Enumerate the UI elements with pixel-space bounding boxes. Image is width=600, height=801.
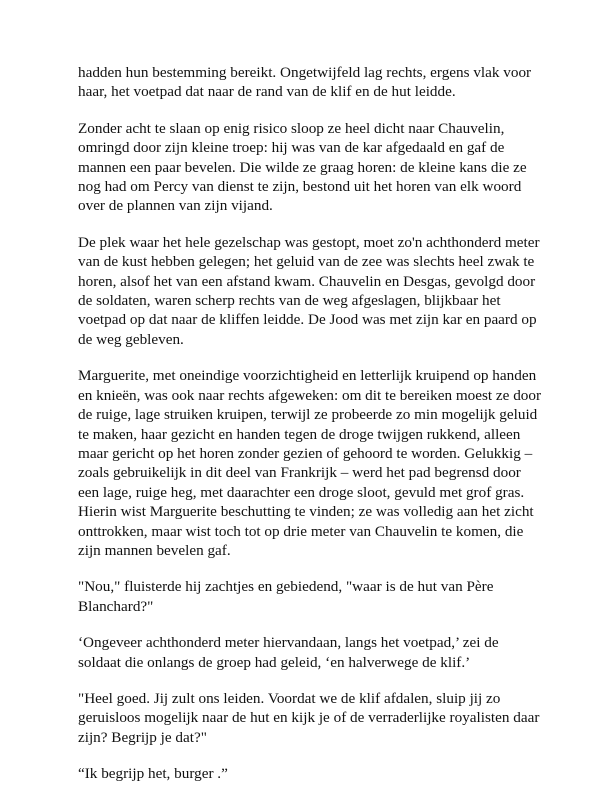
text-line: Marguerite, met oneindige voorzichtigheid en letterlijk kruipend op handen	[78, 367, 537, 385]
text-line: een lage, ruige heg, met daarachter een droge sloot, gevuld met grof gras.	[78, 483, 525, 501]
text-line: omringd door zijn kleine troep: hij was van de kar afgedaald en gaf de	[78, 139, 505, 157]
text-line: zoals gebruikelijk in dit deel van Frankrijk – werd het pad begrensd door	[78, 464, 521, 482]
text-line: "Heel goed. Jij zult ons leiden. Voordat we de klif afdalen, sluip jij zo	[78, 689, 501, 707]
text-line: Blanchard?"	[78, 597, 154, 615]
text-line: ‘Ongeveer achthonderd meter hiervandaan, langs het voetpad,’ zei de	[78, 634, 499, 652]
text-line: over de plannen van zijn vijand.	[78, 197, 273, 215]
text-line: maar gericht op het horen zonder gezien of gehoord te worden. Gelukkig –	[78, 444, 533, 462]
body-text	[78, 63, 558, 801]
text-line: mannen een paar bevelen. Die wilde ze graag horen: de kleine kans die ze	[78, 158, 527, 176]
text-line: te maken, haar gezicht en handen tegen de droge twijgen rukkend, alleen	[78, 425, 521, 443]
text-line: zijn? Begrijp je dat?"	[78, 728, 207, 746]
text-line: geruisloos mogelijk naar de hut en kijk je of de verraderlijke royalisten daar	[78, 709, 540, 727]
text-line: haar, het voetpad dat naar de rand van de klif en de hut leidde.	[78, 83, 456, 101]
text-line: "Nou," fluisterde hij zachtjes en gebiedend, "waar is de hut van Père	[78, 578, 494, 596]
text-line: Hierin wist Marguerite beschutting te vinden; ze was volledig aan het zicht	[78, 503, 534, 521]
text-line: de ruige, lage struiken kruipen, terwijl ze probeerde zo min mogelijk geluid	[78, 406, 538, 424]
paragraph-2	[78, 119, 558, 216]
text-line: onttrokken, maar wist toch tot op drie meter van Chauvelin te komen, die	[78, 522, 524, 540]
text-line: de weg gebleven.	[78, 330, 184, 348]
text-line: zijn mannen bevelen gaf.	[78, 541, 231, 559]
paragraph-6	[78, 633, 558, 672]
text-line: en knieën, was ook naar rechts afgeweken: om dit te bereiken moest ze door	[78, 386, 542, 404]
text-line: hadden hun bestemming bereikt. Ongetwijfeld lag rechts, ergens vlak voor	[78, 64, 532, 81]
paragraph-3	[78, 233, 558, 349]
text-line: Zonder acht te slaan op enig risico sloop ze heel dicht naar Chauvelin,	[78, 119, 505, 137]
paragraph-5	[78, 577, 558, 616]
text-line: De plek waar het hele gezelschap was gestopt, moet zo'n achthonderd meter	[78, 233, 540, 251]
paragraph-1	[78, 63, 558, 102]
paragraph-8	[78, 764, 558, 783]
text-line: horen, alsof het van een afstand kwam. Chauvelin en Desgas, gevolgd door	[78, 272, 536, 290]
paragraph-7	[78, 689, 558, 747]
paragraph-4	[78, 366, 558, 560]
text-line: voetpad op dat naar de kliffen leidde. De Jood was met zijn kar en paard op	[78, 311, 537, 329]
text-line: van de kust hebben gelegen; het geluid van de zee was slechts heel zwak te	[78, 253, 535, 271]
text-line: de soldaten, waren scherp rechts van de weg afgeslagen, blijkbaar het	[78, 292, 501, 310]
text-line: nog had om Percy van dienst te zijn, bestond uit het horen van elk woord	[78, 178, 522, 196]
text-line: “Ik begrijp het, burger .”	[78, 765, 228, 783]
text-line: soldaat die onlangs de groep had geleid, ‘en halverwege de klif.’	[78, 653, 471, 671]
